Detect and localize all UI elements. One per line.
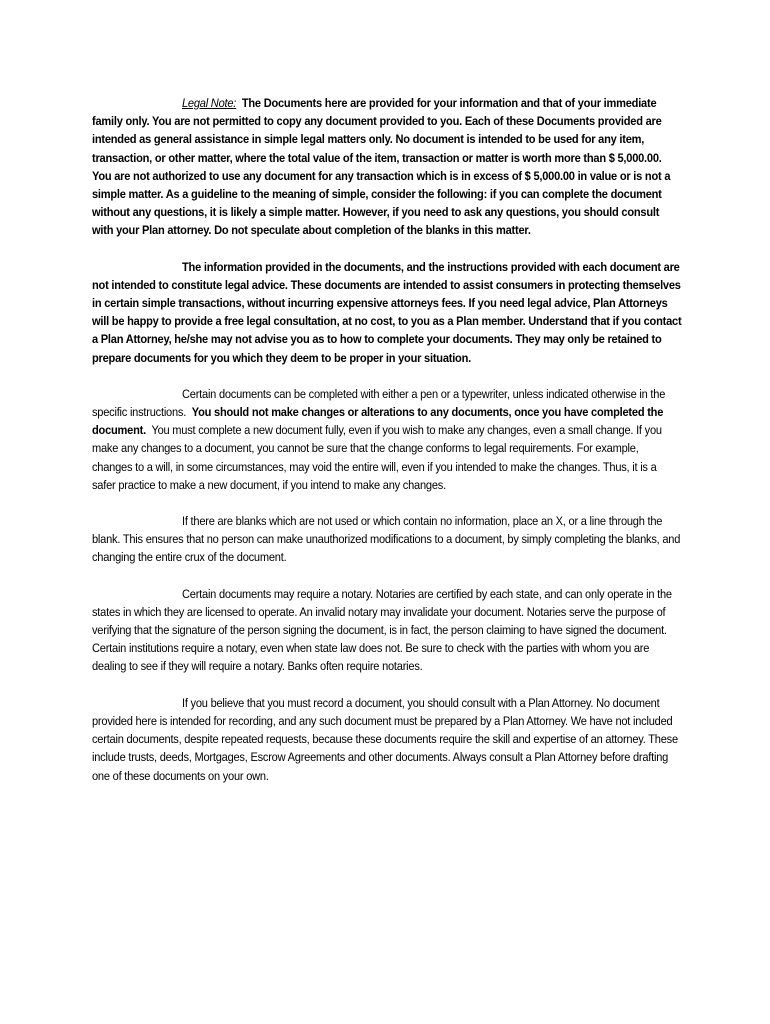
recording-text: If you believe that you must record a document, you should consult with a Plan Attorney. No document provided here is intended for recording, and any such document must be prepared by a Plan Attorney. We have not included certain documents, despite repeated requests, because these documents require the skill and expertise of an attorney. These include trusts, deeds, Mortgages, Escrow Agreements and other documents. Always consult a Plan Attorney before drafting one of these documents on your own. (92, 695, 678, 783)
document-page (92, 94, 682, 803)
document-body (92, 94, 682, 785)
legal-note-paragraph (92, 94, 682, 240)
notary-paragraph (92, 585, 682, 676)
recording-paragraph (92, 694, 682, 785)
blanks-paragraph (92, 512, 682, 567)
legal-note-colon: : (233, 96, 237, 110)
changes-text-intro: Certain documents can be completed with either a pen or a typewriter, unless indicated otherwise in the specific instructions. (92, 386, 666, 420)
changes-text-detail: You must complete a new document fully, even if you wish to make any changes, even a small change. If you make any changes to a document, you cannot be sure that the change conforms to legal requirements. For example, changes to a will, in some circumstances, may void the entire will, even if you intended to make the changes. Thus, it is a safer practice to make a new document, if you intend to make any changes. (92, 423, 662, 492)
changes-paragraph (92, 385, 682, 494)
blanks-text: If there are blanks which are not used or which contain no information, place an X, or a line through the blank. This ensures that no person can make unauthorized modifications to a document, by simply completing the blanks, and changing the entire crux of the document. (92, 514, 681, 565)
legal-note-label: Legal Note (182, 96, 234, 110)
legal-note-text: The Documents here are provided for your information and that of your immediate family only. You are not permitted to copy any document provided to you. Each of these Documents provided are intended as general assistance in simple legal matters only. No document is intended to be used for any item, transaction, or other matter, where the total value of the item, transaction or matter is worth more than $ 5,000.00. You are not authorized to use any document for any transaction which is in excess of $ 5,000.00 in value or is not a simple matter. As a guideline to the meaning of simple, consider the following: if you can complete the document without any questions, it is likely a simple matter. However, if you need to ask any questions, you should consult with your Plan attorney. Do not speculate about completion of the blanks in this matter. (92, 96, 671, 238)
changes-text-warning: You should not make changes or alterations to any documents, once you have completed the document. (92, 405, 664, 438)
notary-text: Certain documents may require a notary. Notaries are certified by each state, and can only operate in the states in which they are licensed to operate. An invalid notary may invalidate your document. Notaries serve the purpose of verifying that the signature of the person signing the document, is in fact, the person claiming to have signed the document. Certain institutions require a notary, even when state law does not. Be sure to check with the parties with whom you are dealing to see if they will require a notary. Banks often require notaries. (92, 586, 672, 674)
legal-advice-paragraph (92, 258, 682, 367)
legal-advice-text: The information provided in the documents, and the instructions provided with each document are not intended to constitute legal advice. These documents are intended to assist consumers in protecting themselves in certain simple transactions, without incurring expensive attorneys fees. If you need legal advice, Plan Attorneys will be happy to provide a free legal consultation, at no cost, to you as a Plan member. Understand that if you contact a Plan Attorney, he/she may not advise you as to how to complete your documents. They may only be retained to prepare documents for you which they deem to be proper in your situation. (92, 259, 682, 365)
